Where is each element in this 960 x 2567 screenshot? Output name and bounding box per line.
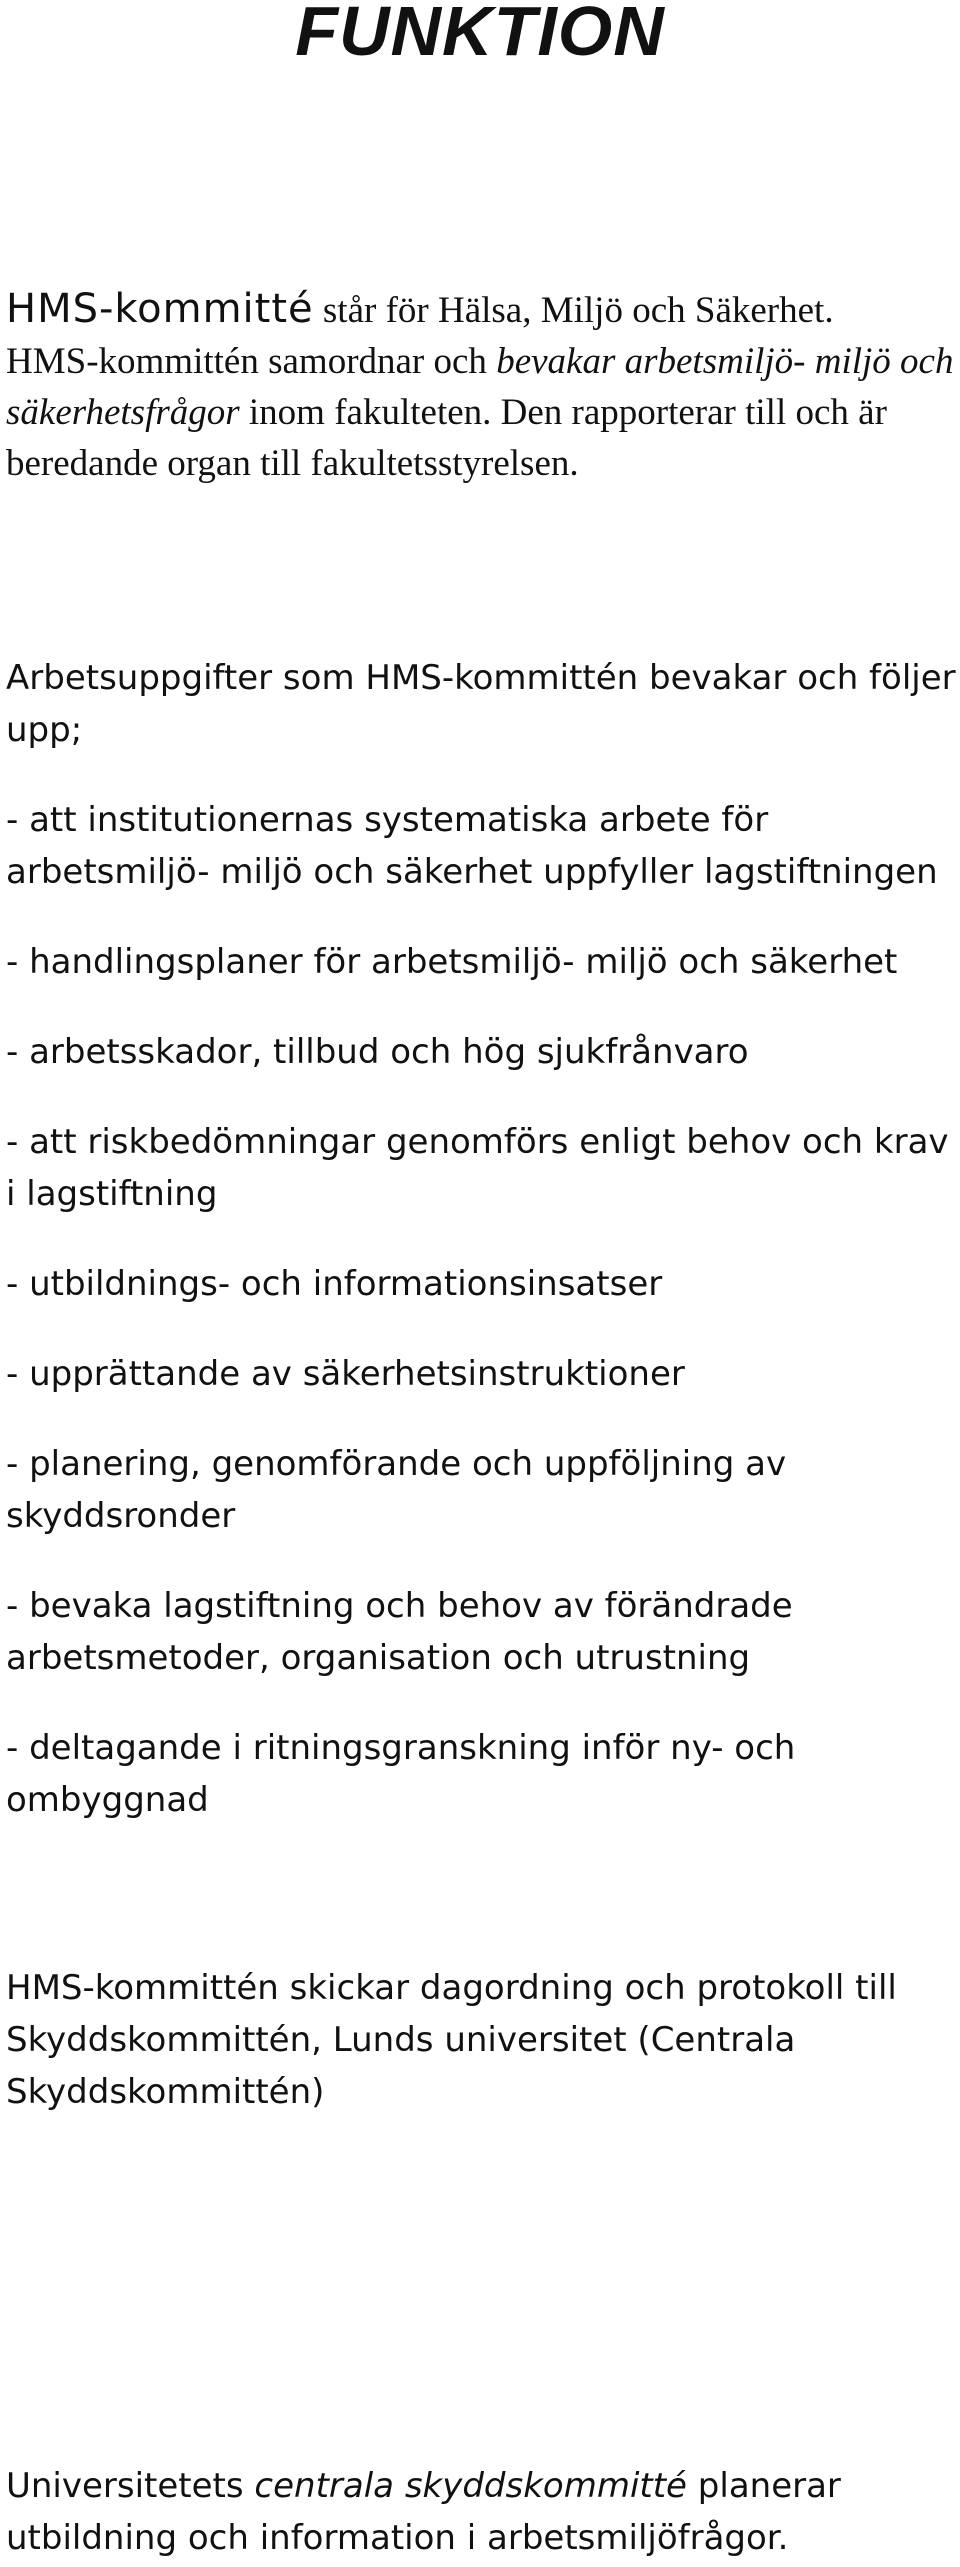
tasks-heading: Arbetsuppgifter som HMS-kommittén bevakar och följer upp;	[6, 658, 956, 750]
list-item: - utbildnings- och informationsinsatser	[6, 1264, 663, 1304]
footer-italic: centrala skyddskommitté	[254, 2466, 687, 2506]
page-title: FUNKTION	[295, 0, 665, 70]
intro-line2-italic: bevakar arbetsmiljö- miljö och säkerhetsfrågor	[6, 341, 954, 433]
task-list	[6, 794, 956, 1864]
list-item: - planering, genomförande och uppföljning av skyddsronder	[6, 1444, 787, 1536]
hms-term: HMS-kommitté	[6, 286, 314, 332]
intro-stands-for: står för Hälsa, Miljö och Säkerhet.	[313, 290, 834, 331]
list-item: - att riskbedömningar genomförs enligt behov och krav i lagstiftning	[6, 1122, 949, 1214]
list-item: - handlingsplaner för arbetsmiljö- miljö och säkerhet	[6, 942, 898, 982]
list-item: - deltagande i ritningsgranskning inför ny- och ombyggnad	[6, 1728, 796, 1820]
intro-line2-end: inom fakulteten. Den rapporterar till och är beredande organ till fakultetsstyrelsen.	[6, 392, 887, 484]
list-item: - upprättande av säkerhetsinstruktioner	[6, 1354, 685, 1394]
protocol-note: HMS-kommittén skickar dagordning och protokoll till Skyddskommittén, Lunds universitet (Centrala Skyddskommittén)	[6, 1968, 897, 2112]
footer-start: Universitetets	[6, 2466, 255, 2506]
list-item: - att institutionernas systematiska arbete för arbetsmiljö- miljö och säkerhet uppfyller lagstiftningen	[6, 800, 938, 892]
intro-paragraph	[6, 284, 956, 489]
footer-paragraph	[6, 2460, 956, 2564]
list-item: - arbetsskador, tillbud och hög sjukfrånvaro	[6, 1032, 749, 1072]
list-item: - bevaka lagstiftning och behov av förändrade arbetsmetoder, organisation och utrustning	[6, 1586, 793, 1678]
intro-line2-start: HMS-kommittén samordnar och	[6, 341, 497, 382]
footer-end: planerar utbildning och information i arbetsmiljöfrågor.	[6, 2466, 841, 2558]
